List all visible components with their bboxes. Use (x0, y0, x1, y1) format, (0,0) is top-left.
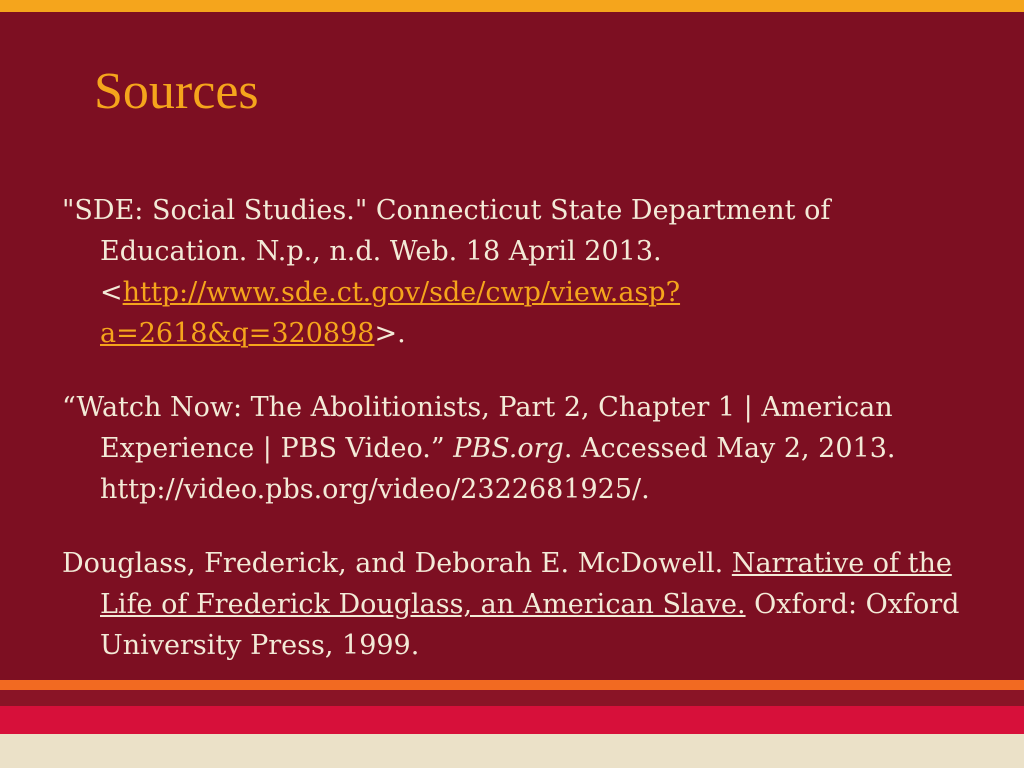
source-text: “Watch Now: The Abolitionists, Part 2, Chapter 1 | American Experience | PBS Video.” (62, 392, 893, 464)
source-entry-pbs (62, 387, 962, 510)
source-text-end: Oxford: Oxford University Press, 1999. (100, 589, 960, 661)
footer-stripe-orange (0, 680, 1024, 690)
source-text: Douglass, Frederick, and Deborah E. McDowell. (62, 548, 732, 579)
top-accent-bar (0, 0, 1024, 12)
slide-title: Sources (94, 63, 259, 120)
footer-stripe-cream (0, 734, 1024, 768)
source-text-end: . Accessed May 2, 2013. http://video.pbs.org/video/2322681925/. (100, 433, 896, 505)
sources-list (62, 190, 962, 699)
footer-stripe-maroon (0, 690, 1024, 706)
footer-stripe-red (0, 706, 1024, 734)
source-link[interactable]: http://www.sde.ct.gov/sde/cwp/view.asp?a=2618&q=320898 (100, 277, 681, 349)
source-text-end: >. (374, 318, 406, 349)
source-entry-douglass (62, 543, 962, 666)
source-entry-sde (62, 190, 962, 354)
source-text: "SDE: Social Studies." Connecticut State Department of Education. N.p., n.d. Web. 18 April 2013. < (62, 195, 831, 308)
source-italic-title: PBS.org (453, 433, 564, 464)
source-book-title: Narrative of the Life of Frederick Douglass, an American Slave. (100, 548, 952, 620)
